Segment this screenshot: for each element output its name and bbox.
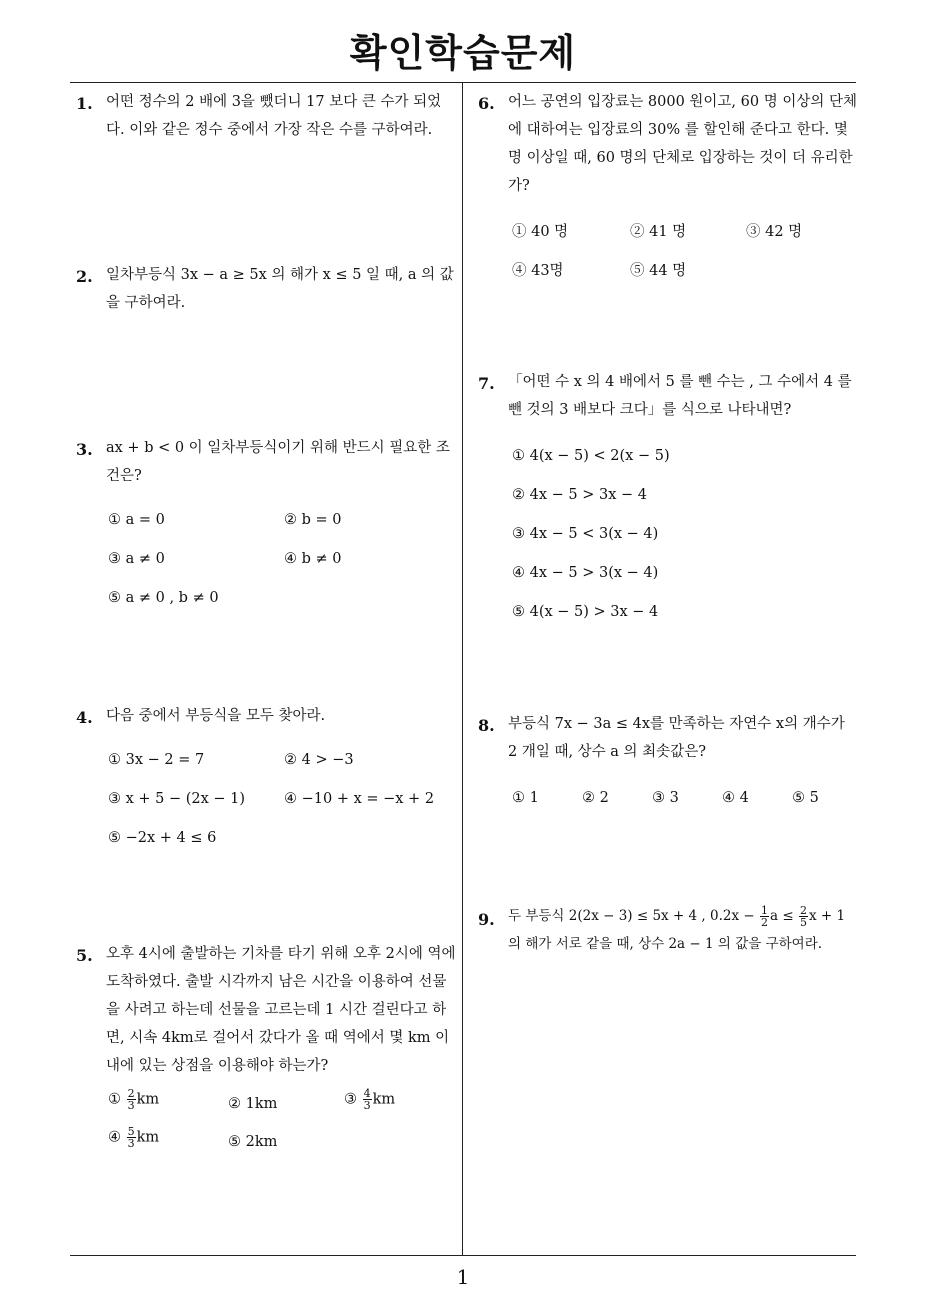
- question-1: [106, 88, 456, 144]
- denominator: 5: [799, 916, 807, 929]
- fraction-1-2: [760, 905, 769, 928]
- fraction-4-3: [363, 1088, 372, 1111]
- question-8-number: 8.: [478, 716, 495, 735]
- question-3: [106, 434, 456, 490]
- page-number: 1: [456, 1265, 470, 1289]
- unit: km: [136, 1129, 160, 1146]
- numerator: 5: [127, 1125, 135, 1138]
- bottom-rule: [70, 1255, 856, 1256]
- question-2: [106, 261, 456, 317]
- question-7-number: 7.: [478, 374, 495, 393]
- question-6-option-1[interactable]: ① 40 명: [512, 224, 569, 240]
- question-7-text: 「어떤 수 x 의 4 배에서 5 를 뺀 수는 , 그 수에서 4 를 뺀 것의 3 배보다 크다」를 식으로 나타내면?: [508, 374, 852, 418]
- question-3-option-2[interactable]: ② b = 0: [284, 512, 342, 528]
- question-8-option-1[interactable]: ① 1: [512, 790, 539, 806]
- question-6-option-3[interactable]: ③ 42 명: [746, 224, 803, 240]
- denominator: 2: [761, 916, 768, 929]
- question-5-option-2[interactable]: ② 1km: [228, 1096, 278, 1112]
- question-4-text: 다음 중에서 부등식을 모두 찾아라.: [106, 708, 326, 724]
- fraction-2-5: [799, 905, 808, 928]
- numerator: 4: [363, 1087, 371, 1100]
- question-9-line-2: 의 해가 서로 같을 때, 상수 2a − 1 의 값을 구하여라.: [508, 936, 823, 952]
- question-8-text: 부등식 7x − 3a ≤ 4x를 만족하는 자연수 x의 개수가 2 개일 때, 상수 a 의 최솟값은?: [508, 716, 845, 760]
- column-divider: [462, 82, 463, 1255]
- question-4-option-1[interactable]: ① 3x − 2 = 7: [108, 752, 205, 768]
- page-title: 확인학습문제: [349, 31, 577, 75]
- question-2-number: 2.: [76, 267, 93, 286]
- option-1-marker: ①: [108, 1091, 121, 1108]
- option-3-marker: ③: [344, 1091, 357, 1108]
- question-8-option-2[interactable]: ② 2: [582, 790, 609, 806]
- question-3-option-4[interactable]: ④ b ≠ 0: [284, 551, 342, 567]
- question-4: [106, 702, 456, 730]
- question-9-number: 9.: [478, 910, 495, 929]
- question-4-option-2[interactable]: ② 4 > −3: [284, 752, 354, 768]
- question-4-number: 4.: [76, 708, 93, 727]
- question-1-text: 어떤 정수의 2 배에 3을 뺐더니 17 보다 큰 수가 되었다. 이와 같은 정수 중에서 가장 작은 수를 구하여라.: [106, 94, 442, 138]
- question-6-text: 어느 공연의 입장료는 8000 원이고, 60 명 이상의 단체에 대하여는 입장료의 30% 를 할인해 준다고 한다. 몇 명 이상일 때, 60 명의 단체로 입장하는 것이 더 유리한가?: [508, 94, 857, 194]
- question-5-option-5[interactable]: ⑤ 2km: [228, 1134, 278, 1150]
- denominator: 3: [127, 1099, 135, 1112]
- question-8-option-4[interactable]: ④ 4: [722, 790, 749, 806]
- question-8-option-3[interactable]: ③ 3: [652, 790, 679, 806]
- question-9: [508, 902, 860, 958]
- option-4-marker: ④: [108, 1129, 121, 1146]
- question-5-number: 5.: [76, 946, 93, 965]
- question-6: [508, 88, 858, 200]
- denominator: 3: [127, 1137, 135, 1150]
- question-3-option-1[interactable]: ① a = 0: [108, 512, 165, 528]
- question-4-option-5[interactable]: ⑤ −2x + 4 ≤ 6: [108, 830, 217, 846]
- question-7: [508, 368, 858, 424]
- question-7-option-1[interactable]: ① 4(x − 5) < 2(x − 5): [512, 448, 670, 464]
- denominator: 3: [363, 1099, 371, 1112]
- question-7-option-2[interactable]: ② 4x − 5 > 3x − 4: [512, 487, 647, 503]
- question-7-option-3[interactable]: ③ 4x − 5 < 3(x − 4): [512, 526, 659, 542]
- question-3-text: ax + b < 0 이 일차부등식이기 위해 반드시 필요한 조건은?: [106, 440, 450, 484]
- question-5-option-1[interactable]: [108, 1088, 159, 1111]
- question-5-text: 오후 4시에 출발하는 기차를 타기 위해 오후 2시에 역에 도착하였다. 출발 시각까지 남은 시간을 이용하여 선물을 사려고 하는데 선물을 고르는데 1 시간 걸린다고 하면, 시속 4km로 걸어서 갔다가 올 때 역에서 몇 km 이내에 있는 상점을 이용해야 하는가?: [106, 946, 456, 1074]
- question-4-option-4[interactable]: ④ −10 + x = −x + 2: [284, 791, 435, 807]
- top-rule: [70, 82, 856, 83]
- numerator: 2: [127, 1087, 135, 1100]
- question-8-option-5[interactable]: ⑤ 5: [792, 790, 819, 806]
- question-3-option-5[interactable]: ⑤ a ≠ 0 , b ≠ 0: [108, 590, 219, 606]
- fraction-5-3: [127, 1126, 136, 1149]
- numerator: 1: [761, 904, 768, 917]
- question-5-option-4[interactable]: [108, 1126, 159, 1149]
- question-6-option-5[interactable]: ⑤ 44 명: [630, 263, 687, 279]
- question-4-option-3[interactable]: ③ x + 5 − (2x − 1): [108, 791, 246, 807]
- question-7-option-4[interactable]: ④ 4x − 5 > 3(x − 4): [512, 565, 659, 581]
- question-5-option-3[interactable]: [344, 1088, 395, 1111]
- unit: km: [136, 1091, 160, 1108]
- question-1-number: 1.: [76, 94, 93, 113]
- question-7-option-5[interactable]: ⑤ 4(x − 5) > 3x − 4: [512, 604, 659, 620]
- unit: km: [372, 1091, 396, 1108]
- question-6-option-4[interactable]: ④ 43명: [512, 263, 564, 279]
- q9-part-c: x + 1: [808, 908, 846, 924]
- q9-part-b: a ≤: [770, 908, 794, 924]
- question-8: [508, 710, 858, 766]
- fraction-2-3: [127, 1088, 136, 1111]
- question-5: [106, 940, 456, 1080]
- question-6-number: 6.: [478, 94, 495, 113]
- question-9-line-1: [508, 902, 860, 930]
- question-6-option-2[interactable]: ② 41 명: [630, 224, 687, 240]
- question-3-number: 3.: [76, 440, 93, 459]
- numerator: 2: [799, 904, 807, 917]
- question-2-text: 일차부등식 3x − a ≥ 5x 의 해가 x ≤ 5 일 때, a 의 값을 구하여라.: [106, 267, 454, 311]
- q9-part-a: 두 부등식 2(2x − 3) ≤ 5x + 4 , 0.2x −: [508, 908, 755, 924]
- question-3-option-3[interactable]: ③ a ≠ 0: [108, 551, 165, 567]
